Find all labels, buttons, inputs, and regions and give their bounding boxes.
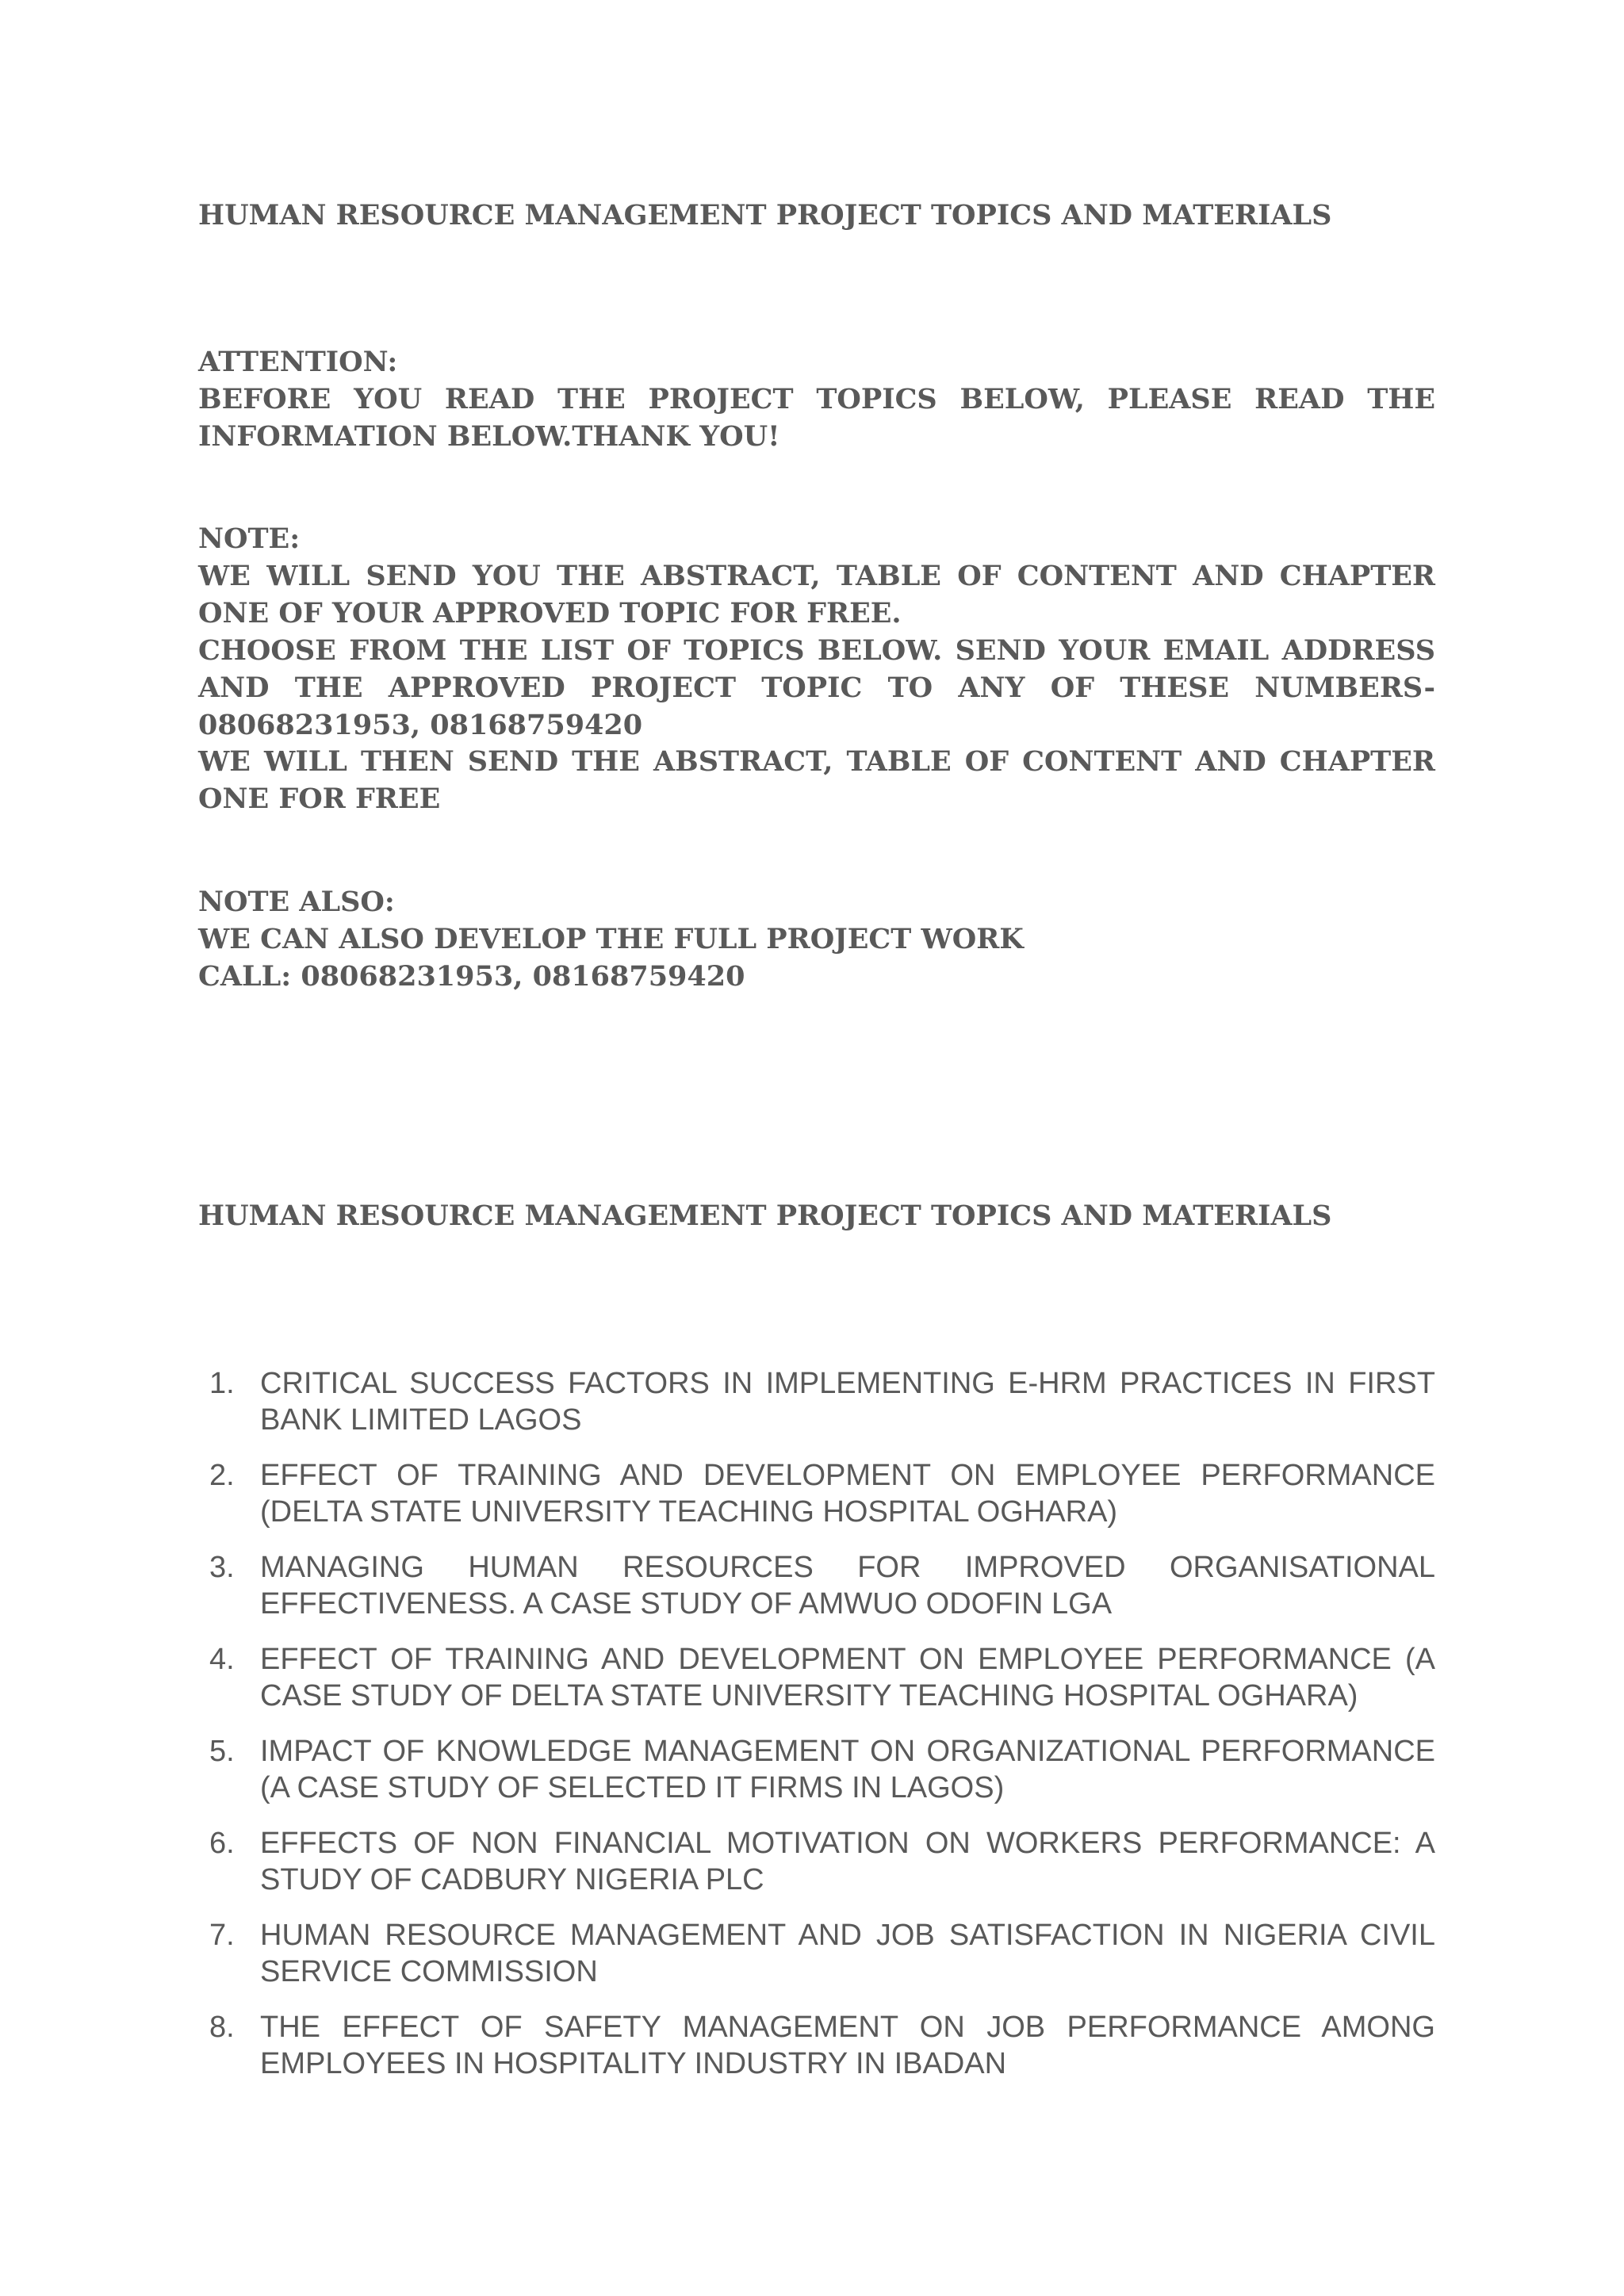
attention-text: BEFORE YOU READ THE PROJECT TOPICS BELOW, PLEASE READ THE INFORMATION BELOW.THANK YOU! [198,383,1435,453]
note-heading: NOTE: [198,522,301,555]
topic-text: MANAGING HUMAN RESOURCES FOR IMPROVED ORGANISATIONAL EFFECTIVENESS. A CASE STUDY OF AMWUO ODOFIN LGA [260,1551,1435,1621]
document-title: HUMAN RESOURCE MANAGEMENT PROJECT TOPICS AND MATERIALS [198,199,1332,232]
list-item [198,1825,1435,1898]
topic-number: 7. [209,1919,235,1952]
topic-list [198,1365,1435,2101]
list-item [198,1917,1435,1990]
topic-text: EFFECT OF TRAINING AND DEVELOPMENT ON EMPLOYEE PERFORMANCE (DELTA STATE UNIVERSITY TEACHING HOSPITAL OGHARA) [260,1459,1435,1529]
topic-number: 4. [209,1643,235,1676]
note-line-free-offer: WE WILL SEND YOU THE ABSTRACT, TABLE OF CONTENT AND CHAPTER ONE OF YOUR APPROVED TOPIC FOR FREE. [198,560,1435,629]
topic-number: 3. [209,1551,235,1584]
note-line-instructions: CHOOSE FROM THE LIST OF TOPICS BELOW. SEND YOUR EMAIL ADDRESS AND THE APPROVED PROJECT TOPIC TO ANY OF THESE NUMBERS-08068231953, 08168759420 [198,634,1435,741]
section-title: HUMAN RESOURCE MANAGEMENT PROJECT TOPICS AND MATERIALS [198,1200,1332,1232]
topic-text: EFFECT OF TRAINING AND DEVELOPMENT ON EMPLOYEE PERFORMANCE (A CASE STUDY OF DELTA STATE UNIVERSITY TEACHING HOSPITAL OGHARA) [260,1643,1435,1712]
list-item [198,2009,1435,2082]
topic-number: 8. [209,2011,235,2044]
list-item [198,1365,1435,1438]
topic-number: 6. [209,1827,235,1860]
topic-number: 1. [209,1367,235,1400]
topic-text: THE EFFECT OF SAFETY MANAGEMENT ON JOB PERFORMANCE AMONG EMPLOYEES IN HOSPITALITY INDUSTRY IN IBADAN [260,2011,1435,2080]
topic-number: 2. [209,1459,235,1492]
list-item [198,1733,1435,1806]
list-item [198,1457,1435,1530]
note-block [198,520,1435,744]
note-also-heading: NOTE ALSO: [198,886,395,918]
note-line-then-send: WE WILL THEN SEND THE ABSTRACT, TABLE OF CONTENT AND CHAPTER ONE FOR FREE [198,745,1435,815]
note-also-block [198,883,1435,995]
attention-heading: ATTENTION: [198,346,398,378]
note-also-line-call: CALL: 08068231953, 08168759420 [198,960,745,993]
topic-text: CRITICAL SUCCESS FACTORS IN IMPLEMENTING E-HRM PRACTICES IN FIRST BANK LIMITED LAGOS [260,1367,1435,1437]
topic-number: 5. [209,1735,235,1768]
topic-text: IMPACT OF KNOWLEDGE MANAGEMENT ON ORGANIZATIONAL PERFORMANCE (A CASE STUDY OF SELECTED IT FIRMS IN LAGOS) [260,1735,1435,1804]
topic-text: HUMAN RESOURCE MANAGEMENT AND JOB SATISFACTION IN NIGERIA CIVIL SERVICE COMMISSION [260,1919,1435,1988]
attention-block [198,343,1435,455]
note-also-line-develop: WE CAN ALSO DEVELOP THE FULL PROJECT WORK [198,923,1024,955]
topic-text: EFFECTS OF NON FINANCIAL MOTIVATION ON WORKERS PERFORMANCE: A STUDY OF CADBURY NIGERIA PLC [260,1827,1435,1896]
list-item [198,1549,1435,1622]
list-item [198,1641,1435,1714]
